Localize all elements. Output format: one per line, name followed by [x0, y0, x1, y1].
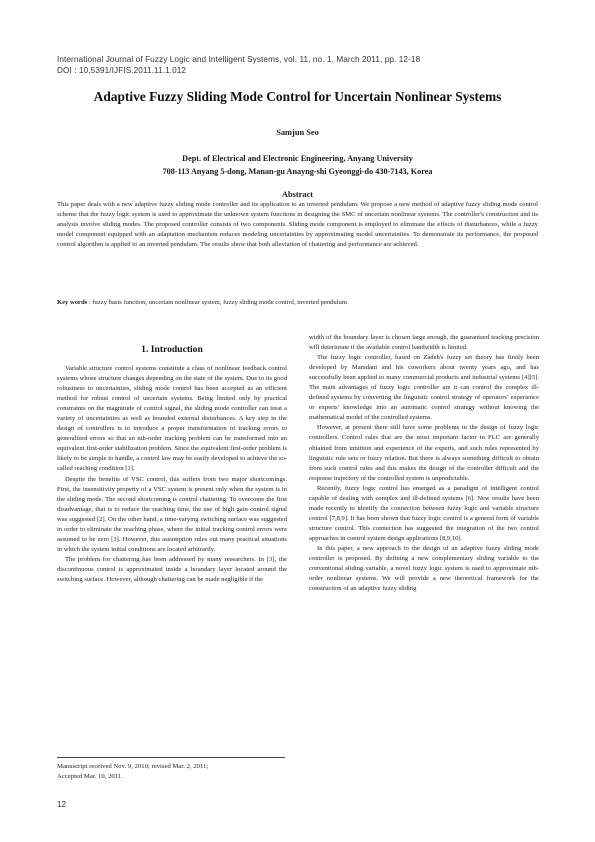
footnote-received: Manuscript received Nov. 9, 2010; revised Mar. 2, 2011;: [57, 763, 209, 770]
doi: DOI : 10.5391/IJFIS.2011.11.1.012: [57, 66, 187, 75]
paragraph: Recently, fuzzy logic control has emerged as a paradigm of intelligent control capable of dealing with complex and ill-defined systems [6]. New results have been made recently to identify the connection between fuzzy logic and variable structure control [7,8,9]. It has been shown that fuzzy logic control is a general form of variable structure control. This connection has suggested the integration of the two control approaches in control system design applications [8,9,10].: [309, 484, 539, 542]
section-heading-introduction: 1. Introduction: [141, 344, 203, 355]
keywords-label: Key words: [57, 299, 88, 306]
page-number: 12: [57, 800, 67, 809]
paragraph: In this paper, a new approach to the design of an adaptive fuzzy sliding mode controller is proposed. By defining a new complementary sliding variable to the conventional sliding variable, a novel fuzzy logic system is used to approximate nth-order nonlinear systems. We will provide a new theoretical framework for the construction of an adaptive fuzzy sliding: [309, 544, 539, 593]
paragraph: Variable structure control systems constitute a class of nonlinear feedback control systems whose structure changes depending on the state of the system. Due to its good robustness to uncertainties, sliding mode control has been accepted as an efficient method for robust control of uncertain systems. Being limited only by practical constraints on the magnitude of control signal, the sliding mode controller can treat a variety of uncertainties as well as bounded external disturbances. A key step in the design of controllers is to introduce a proper transformation of tracking errors to generalized errors so that an nth-order tracking problem can be transformed into an equivalent first-order stabilization problem. Since the equivalent first-order problem is likely to be simple to handle, a control law may be easily developed to achieve the so-called reaching condition [1].: [57, 365, 287, 473]
affiliation-address: 708-113 Anyang 5-dong, Manan-gu Anayng-shi Gyeonggi-do 430-7143, Korea: [162, 166, 433, 176]
footnote-accepted: Accepted Mar. 10, 2011.: [57, 773, 123, 781]
paragraph: Despite the benefits of VSC control, this suffers from two major shortcomings. First, the insensitivity property of a VSC system is present only when the system is in the sliding mode. The second shortcoming is control chattering. To overcome the first disadvantage, that is to reduce the reaching time, the use of high gain control signal was suggested [2]. On the other hand, a time-varying switching surface was suggested in order to eliminate the reaching phase, where the initial tracking control errors were assumed to be zero [3]. However, this assumption rules out many practical situations in which the system initial conditions are located arbitrarily.: [57, 475, 287, 553]
paper-title: Adaptive Fuzzy Sliding Mode Control for Uncertain Nonlinear Systems: [93, 89, 502, 104]
journal-header: [57, 54, 547, 76]
paragraph: The problem for chattering has been addressed by many researchers. In [3], the discontinuous control is approximated inside a boundary layer located around the switching surface. However, although chattering can be made negligible if the: [57, 555, 287, 583]
journal-citation: International Journal of Fuzzy Logic and Intelligent Systems, vol. 11, no. 1, March 2011, pp. 12-18: [57, 55, 421, 64]
footnote-divider: [57, 757, 285, 758]
manuscript-footnote: [57, 762, 292, 783]
abstract-heading: Abstract: [281, 190, 314, 199]
left-column: [57, 333, 287, 585]
author-affiliation: [40, 153, 555, 178]
affiliation-department: Dept. of Electrical and Electronic Engineering, Anyang University: [182, 154, 413, 163]
abstract-text: This paper deals with a new adaptive fuzzy sliding mode controller and its application to an inverted pendulum. We propose a new method of adaptive fuzzy sliding mode control scheme that the fuzzy logic system is used to approximate the unknown system functions in designing the SMC of uncertain nonlinear systems. The controller's construction and its analysis involve sliding modes. The proposed controller consists of two components. Sliding mode component is employed to eliminate the effects of disturbances, while a fuzzy model component equipped with an adaptation mechanism reduces modeling uncertainties by approximating model uncertainties. To demonstrate its performance, the proposed control algorithm is applied to an inverted pendulum. The results show that both alleviation of chattering and performance are achieved.: [57, 201, 538, 249]
paragraph: The fuzzy logic controller, based on Zadeh's fuzzy set theory has firstly been developed by Mamdani and his coworkers about twenty years ago, and has successfully been applied to many commercial products and industrial systems [4][5]. The main advantages of fuzzy logic controller are it can control the complex ill-defined systems by converting the linguistic control strategy of operators' experience or experts' knowledge into an automatic control strategy without knowing the mathematical model of the controlled systems.: [309, 354, 539, 422]
paragraph-continuation: width of the boundary layer is chosen large enough, the guaranteed tracking precision will deteriorate if the available control bandwidth is limited.: [309, 334, 539, 352]
paragraph: However, at present there still have some problems in the design of fuzzy logic controllers. Control rules that are the most important factor in FLC are generally obtained from intuition and experience of the experts, and such rules represented by linguistic rule sets or fuzzy relation. But there is always something difficult to obtain from such control rules and this makes the design of the controller difficult and the response trajectory of the controlled system is unpredictable.: [309, 424, 539, 482]
keywords-list: : fuzzy basis function, uncertain nonlinear system, fuzzy sliding mode control, inverted pendulum: [87, 299, 347, 306]
keywords: [57, 298, 538, 308]
author-name: Samjun Seo: [276, 128, 319, 137]
right-column: [309, 333, 539, 594]
